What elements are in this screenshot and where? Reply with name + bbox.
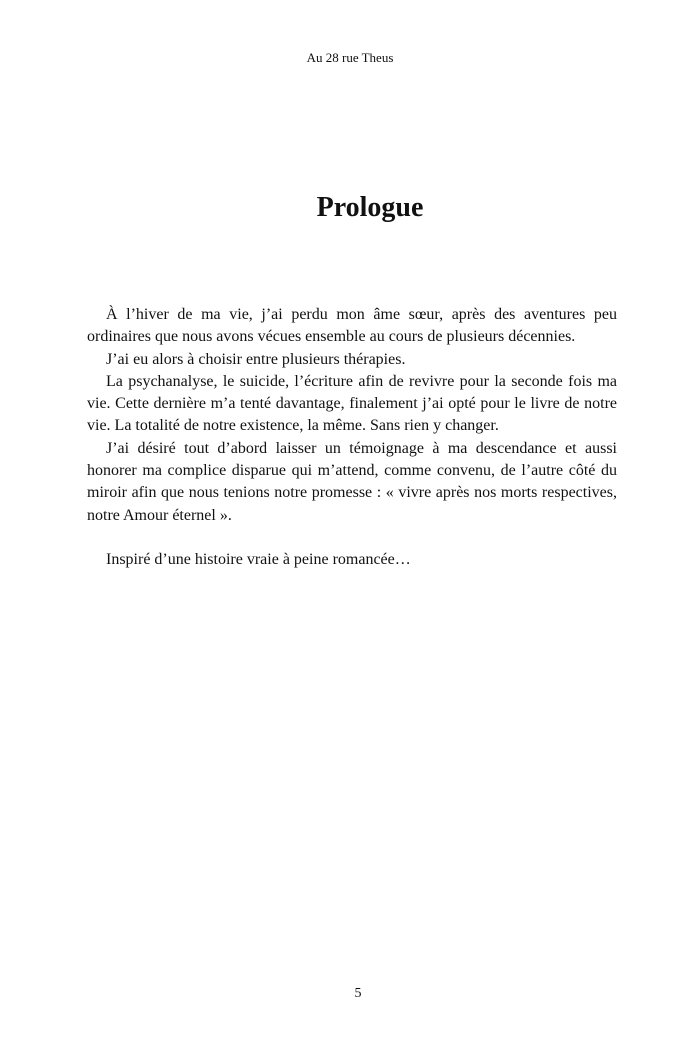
paragraph: À l’hiver de ma vie, j’ai perdu mon âme sœur, après des aventures peu ordinaires que nous avons vécues ensemble au cours de plusieurs décennies. bbox=[87, 306, 617, 346]
closing-paragraph: Inspiré d’une histoire vraie à peine romancée… bbox=[106, 550, 411, 568]
page-number: 5 bbox=[354, 986, 362, 1001]
paragraph: La psychanalyse, le suicide, l’écriture afin de revivre pour la seconde fois ma vie. Cette dernière m’a tenté davantage, finalement j’ai opté pour le livre de notre vie. La totalité de notre existence, la même. Sans rien y changer. bbox=[87, 372, 617, 435]
paragraph: J’ai désiré tout d’abord laisser un témoignage à ma descendance et aussi honorer ma complice disparue qui m’attend, comme convenu, de l’autre côté du miroir afin que nous tenions notre promesse : « vivre après nos morts respectives, notre Amour éternel ». bbox=[87, 439, 617, 524]
paragraph: J’ai eu alors à choisir entre plusieurs thérapies. bbox=[106, 350, 406, 368]
prologue-body bbox=[87, 304, 617, 571]
running-header: Au 28 rue Theus bbox=[306, 50, 394, 65]
chapter-title: Prologue bbox=[316, 192, 424, 223]
